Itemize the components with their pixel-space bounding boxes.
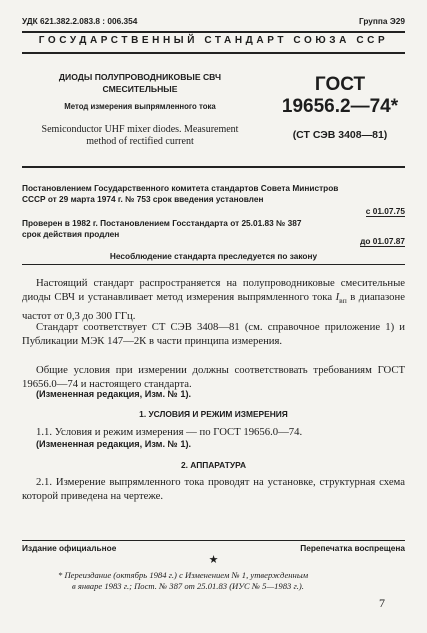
section1-title: 1. УСЛОВИЯ И РЕЖИМ ИЗМЕРЕНИЯ [139, 409, 288, 419]
gost-number: 19656.2—74* [281, 96, 399, 117]
decree-line4: срок действия продлен [22, 229, 120, 239]
standard-line: ГОСУДАРСТВЕННЫЙ СТАНДАРТ СОЮЗА ССР [38, 35, 389, 46]
star-icon: ★ [208, 554, 219, 566]
current-symbol: I [335, 291, 340, 304]
header-rule-bottom [22, 52, 405, 54]
section2-title: 2. АППАРАТУРА [180, 460, 247, 470]
reprint-note-line1: * Переиздание (октябрь 1984 г.) с Изменением № 1, утвержденным [58, 570, 309, 580]
decree-rule [22, 264, 405, 265]
decree-date2: до 01.07.87 [360, 236, 405, 246]
edit-note-1: (Измененная редакция, Изм. № 1). [36, 389, 192, 399]
decree-date1: с 01.07.75 [365, 206, 405, 216]
title-ru-line1: ДИОДЫ ПОЛУПРОВОДНИКОВЫЕ СВЧ [58, 72, 222, 82]
p1-part-b: в диапазоне частот от 0,3 до 300 ГГц. [22, 291, 405, 322]
p1-part-a: Настоящий стандарт распространяется на полупроводниковые смесительные диоды СВЧ и устанавливает метод измерения выпрямленного тока [22, 277, 405, 304]
gost-label: ГОСТ [314, 74, 366, 95]
st-sev-code: (СТ СЭВ 3408—81) [292, 129, 388, 141]
decree-line2: СССР от 29 марта 1974 г. № 753 срок введения установлен [22, 194, 264, 204]
title-ru-method: Метод измерения выпрямленного тока [64, 102, 216, 111]
footer-rule [22, 540, 405, 541]
paragraph-scope [22, 276, 405, 323]
reprint-note-line2: в январе 1983 г.; Пост. № 387 от 25.01.83 (ИУС № 5—1983 г.). [72, 581, 304, 591]
official-edition: Издание официальное [22, 543, 117, 553]
title-en-line2: method of rectified current [86, 136, 194, 147]
edit-note-2: (Измененная редакция, Изм. № 1). [36, 439, 192, 449]
section1-text: 1.1. Условия и режим измерения — по ГОСТ 19656.0—74. [36, 426, 303, 438]
section2-text: 2.1. Измерение выпрямленного тока проводят на установке, структурная схема которой приведена на чертеже. [22, 476, 405, 503]
udk-code: УДК 621.382.2.083.8 : 006.354 [22, 16, 138, 26]
page-number: 7 [379, 596, 385, 610]
current-subscript: вп [339, 296, 347, 306]
title-rule [22, 166, 405, 168]
title-ru-line2: СМЕСИТЕЛЬНЫЕ [102, 84, 178, 94]
penalty-note: Несоблюдение стандарта преследуется по закону [109, 251, 318, 261]
group-code: Группа Э29 [358, 16, 405, 26]
paragraph-general-conditions: Общие условия при измерении должны соответствовать требованиям ГОСТ 19656.0—74 и настоящего стандарта. [22, 364, 405, 391]
header-rule-top [22, 31, 405, 33]
decree-line3: Проверен в 1982 г. Постановлением Госстандарта от 25.01.83 № 387 [22, 218, 302, 228]
title-en-line1: Semiconductor UHF mixer diodes. Measurement [41, 124, 239, 135]
decree-line1-text: Постановлением Государственного комитета стандартов Совета Министров [22, 183, 339, 193]
decree-line1 [22, 183, 405, 194]
paragraph-compliance: Стандарт соответствует СТ СЭВ 3408—81 (см. справочное приложение 1) и Публикации МЭК 147—2К в части принципа измерения. [22, 321, 405, 348]
reprint-prohibited: Перепечатка воспрещена [300, 543, 405, 553]
